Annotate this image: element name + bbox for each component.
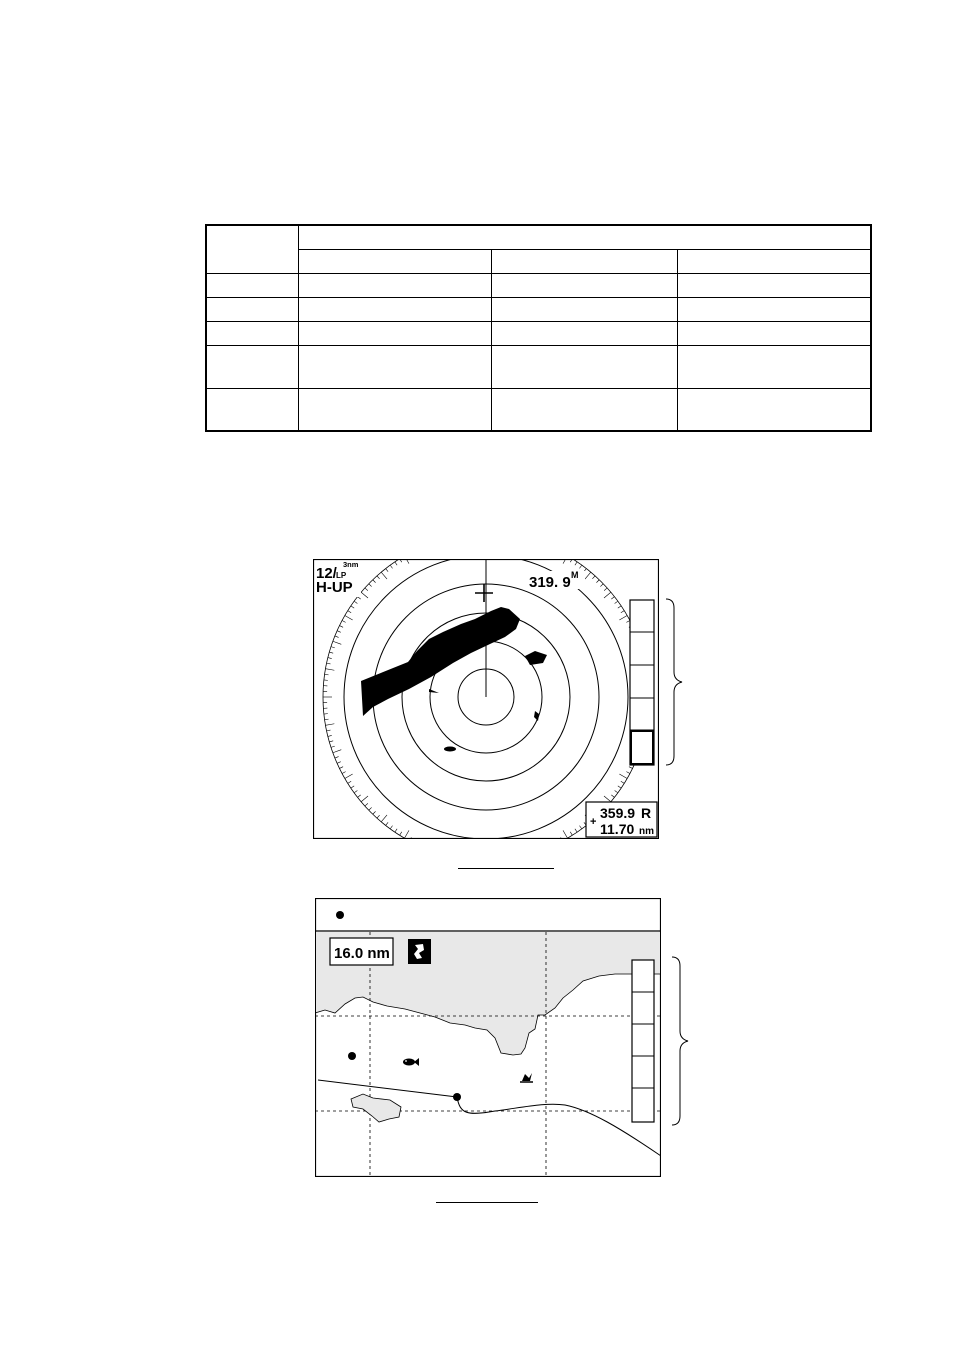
heading-unit: M bbox=[571, 570, 579, 580]
table-header-cell bbox=[491, 249, 677, 273]
brace bbox=[664, 598, 688, 766]
soft-key-panel bbox=[632, 960, 654, 1122]
plotter-range: 16.0 nm bbox=[334, 945, 390, 962]
target-echo bbox=[444, 747, 456, 752]
cursor-range: 11.70 bbox=[600, 821, 635, 837]
soft-key-4[interactable] bbox=[631, 699, 653, 729]
soft-key-3[interactable] bbox=[631, 666, 653, 697]
cursor-mark: + bbox=[590, 816, 597, 828]
mark-dot bbox=[348, 1052, 356, 1060]
cursor-range-unit: nm bbox=[639, 826, 654, 837]
brace bbox=[670, 956, 694, 1126]
cursor-bearing-ref: R bbox=[641, 805, 652, 821]
range-sub: 3nm bbox=[343, 560, 359, 569]
soft-key-2[interactable] bbox=[633, 993, 653, 1023]
soft-key-5[interactable] bbox=[633, 1089, 653, 1121]
radar-display bbox=[313, 559, 659, 839]
pulse-length: LP bbox=[336, 571, 347, 580]
figure-caption-line bbox=[436, 1202, 538, 1203]
soft-key-5[interactable] bbox=[631, 731, 653, 764]
table-row bbox=[206, 273, 871, 297]
table-header-cell bbox=[206, 225, 298, 273]
north-up-icon bbox=[408, 939, 431, 964]
status-dot-icon bbox=[336, 911, 344, 919]
table-header-cell bbox=[298, 225, 871, 249]
soft-key-3[interactable] bbox=[633, 1025, 653, 1055]
soft-key-2[interactable] bbox=[631, 633, 653, 664]
table-row bbox=[206, 388, 871, 431]
table-header-cell bbox=[298, 249, 491, 273]
soft-key-1[interactable] bbox=[633, 961, 653, 991]
heading-readout: 319. 9 bbox=[529, 574, 571, 591]
range-value: 12/ bbox=[316, 565, 337, 582]
figure-caption-line bbox=[458, 868, 554, 869]
presentation-mode: H-UP bbox=[316, 579, 353, 596]
soft-key-4[interactable] bbox=[633, 1057, 653, 1087]
soft-key-panel bbox=[630, 600, 654, 765]
table-row bbox=[206, 297, 871, 321]
cursor-bearing: 359.9 bbox=[600, 805, 636, 821]
table-row bbox=[206, 321, 871, 345]
spec-table bbox=[205, 224, 872, 432]
table-row bbox=[206, 345, 871, 388]
plotter-display bbox=[315, 898, 661, 1177]
soft-key-1[interactable] bbox=[631, 601, 653, 631]
waypoint-marker[interactable] bbox=[453, 1093, 461, 1101]
table-header-cell bbox=[677, 249, 871, 273]
